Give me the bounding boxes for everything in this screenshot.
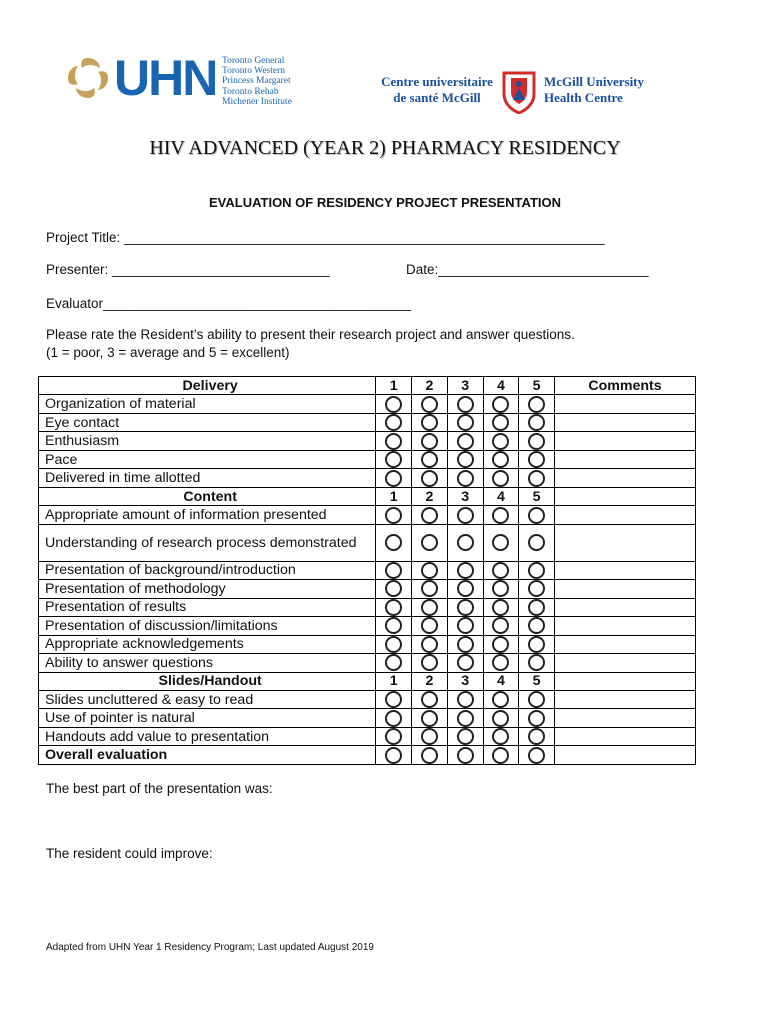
- comment-cell[interactable]: [554, 413, 695, 431]
- criterion-row: [39, 654, 696, 672]
- rating-radio-1[interactable]: [385, 617, 402, 634]
- rating-radio-3[interactable]: [457, 710, 474, 727]
- muhc-french-name: [378, 74, 496, 106]
- comment-cell[interactable]: [554, 598, 695, 616]
- improve-prompt: The resident could improve:: [46, 846, 213, 861]
- rating-radio-1[interactable]: [385, 728, 402, 745]
- scale-label: 1: [376, 487, 412, 505]
- rating-radio-1[interactable]: [385, 747, 402, 764]
- form-subtitle: EVALUATION OF RESIDENCY PROJECT PRESENTATION: [209, 195, 561, 210]
- rating-radio-2[interactable]: [421, 562, 438, 579]
- muhc-french-line: de santé McGill: [393, 90, 481, 105]
- comment-cell[interactable]: [554, 654, 695, 672]
- criterion-label: Presentation of methodology: [39, 580, 376, 598]
- rating-radio-4[interactable]: [492, 451, 509, 468]
- rating-radio-1[interactable]: [385, 534, 402, 551]
- instructions-line: Please rate the Resident’s ability to present their research project and answer questions.: [46, 327, 575, 342]
- scale-label: 2: [412, 377, 448, 395]
- criterion-row: [39, 524, 696, 561]
- rating-radio-4[interactable]: [492, 654, 509, 671]
- rating-radio-4[interactable]: [492, 396, 509, 413]
- scale-label: 1: [376, 672, 412, 690]
- rating-radio-2[interactable]: [421, 396, 438, 413]
- scale-label: 4: [483, 672, 519, 690]
- muhc-english-name: [544, 74, 644, 106]
- rating-radio-1[interactable]: [385, 710, 402, 727]
- rating-radio-5[interactable]: [528, 580, 545, 597]
- uhn-hospital-name: Toronto Rehab: [222, 86, 279, 97]
- rating-radio-3[interactable]: [457, 691, 474, 708]
- scale-label: 5: [519, 377, 555, 395]
- rating-radio-4[interactable]: [492, 691, 509, 708]
- evaluator-field[interactable]: Evaluator_________________________________________: [46, 296, 411, 311]
- rating-radio-5[interactable]: [528, 534, 545, 551]
- uhn-hospital-name: Toronto Western: [222, 66, 286, 77]
- rating-radio-1[interactable]: [385, 654, 402, 671]
- section-header-row: [39, 377, 696, 395]
- criterion-row: [39, 709, 696, 727]
- criterion-label: Eye contact: [39, 413, 376, 431]
- comment-cell[interactable]: [554, 487, 695, 505]
- criterion-row: [39, 561, 696, 579]
- rating-radio-3[interactable]: [457, 396, 474, 413]
- criterion-row: [39, 617, 696, 635]
- rating-radio-2[interactable]: [421, 414, 438, 431]
- uhn-logo: [66, 50, 296, 110]
- comment-cell[interactable]: [554, 580, 695, 598]
- rating-radio-3[interactable]: [457, 617, 474, 634]
- criterion-row: [39, 450, 696, 468]
- rating-radio-2[interactable]: [421, 433, 438, 450]
- uhn-hospital-list: [222, 56, 292, 107]
- section-title-slides: Slides/Handout: [39, 672, 376, 690]
- uhn-emblem-icon: [66, 56, 110, 100]
- scale-label: 2: [412, 672, 448, 690]
- criterion-row: [39, 580, 696, 598]
- muhc-english-line: McGill University: [544, 74, 645, 89]
- comments-header: Comments: [554, 377, 695, 395]
- rating-radio-3[interactable]: [457, 414, 474, 431]
- criterion-label: Ability to answer questions: [39, 654, 376, 672]
- best-part-prompt: The best part of the presentation was:: [46, 781, 273, 796]
- scale-label: 5: [519, 672, 555, 690]
- rating-radio-5[interactable]: [528, 470, 545, 487]
- criterion-row: [39, 506, 696, 524]
- rating-radio-4[interactable]: [492, 636, 509, 653]
- rating-radio-1[interactable]: [385, 396, 402, 413]
- document-title: HIV ADVANCED (YEAR 2) PHARMACY RESIDENCY: [149, 137, 621, 159]
- rating-radio-1[interactable]: [385, 451, 402, 468]
- date-field[interactable]: Date:____________________________: [406, 262, 649, 277]
- uhn-wordmark: UHN: [114, 50, 217, 106]
- rating-radio-1[interactable]: [385, 414, 402, 431]
- rating-radio-5[interactable]: [528, 433, 545, 450]
- rating-radio-2[interactable]: [421, 728, 438, 745]
- rating-radio-1[interactable]: [385, 562, 402, 579]
- criterion-row: [39, 635, 696, 653]
- section-title-content: Content: [39, 487, 376, 505]
- section-title-delivery: Delivery: [39, 377, 376, 395]
- rating-radio-3[interactable]: [457, 747, 474, 764]
- comment-cell[interactable]: [554, 690, 695, 708]
- comment-cell[interactable]: [554, 672, 695, 690]
- rating-radio-5[interactable]: [528, 747, 545, 764]
- muhc-logo: [378, 70, 658, 116]
- comment-cell[interactable]: [554, 450, 695, 468]
- rating-radio-3[interactable]: [457, 534, 474, 551]
- rating-radio-2[interactable]: [421, 580, 438, 597]
- comment-cell[interactable]: [554, 506, 695, 524]
- rating-radio-3[interactable]: [457, 507, 474, 524]
- rating-radio-2[interactable]: [421, 599, 438, 616]
- rating-radio-1[interactable]: [385, 470, 402, 487]
- rating-radio-2[interactable]: [421, 470, 438, 487]
- rating-radio-4[interactable]: [492, 599, 509, 616]
- presenter-field[interactable]: Presenter: _____________________________: [46, 262, 330, 277]
- criterion-label: Delivered in time allotted: [39, 469, 376, 487]
- rating-radio-4[interactable]: [492, 580, 509, 597]
- rating-table: [38, 376, 696, 765]
- rating-radio-2[interactable]: [421, 617, 438, 634]
- scale-label: 4: [483, 487, 519, 505]
- rating-radio-2[interactable]: [421, 507, 438, 524]
- comment-cell[interactable]: [554, 727, 695, 745]
- criterion-label: Handouts add value to presentation: [39, 727, 376, 745]
- rating-radio-1[interactable]: [385, 433, 402, 450]
- rating-radio-2[interactable]: [421, 534, 438, 551]
- rating-radio-2[interactable]: [421, 710, 438, 727]
- rating-radio-5[interactable]: [528, 562, 545, 579]
- rating-radio-2[interactable]: [421, 451, 438, 468]
- comment-cell[interactable]: [554, 561, 695, 579]
- rating-radio-3[interactable]: [457, 562, 474, 579]
- criterion-label: Presentation of background/introduction: [39, 561, 376, 579]
- rating-radio-5[interactable]: [528, 599, 545, 616]
- scale-label: 4: [483, 377, 519, 395]
- section-header-row: [39, 672, 696, 690]
- scale-label: 3: [447, 672, 483, 690]
- rating-scale-note: (1 = poor, 3 = average and 5 = excellent): [46, 345, 290, 360]
- rating-radio-4[interactable]: [492, 433, 509, 450]
- rating-radio-2[interactable]: [421, 747, 438, 764]
- rating-radio-5[interactable]: [528, 617, 545, 634]
- rating-radio-1[interactable]: [385, 691, 402, 708]
- scale-label: 3: [447, 377, 483, 395]
- uhn-hospital-name: Michener Institute: [222, 96, 292, 107]
- rating-radio-2[interactable]: [421, 636, 438, 653]
- criterion-row: [39, 432, 696, 450]
- overall-evaluation-label: Overall evaluation: [39, 746, 376, 764]
- comment-cell[interactable]: [554, 395, 695, 413]
- rating-radio-4[interactable]: [492, 507, 509, 524]
- rating-radio-5[interactable]: [528, 710, 545, 727]
- criterion-label: Presentation of discussion/limitations: [39, 617, 376, 635]
- muhc-shield-icon: [502, 70, 536, 114]
- rating-radio-4[interactable]: [492, 414, 509, 431]
- rating-radio-5[interactable]: [528, 728, 545, 745]
- rating-radio-4[interactable]: [492, 562, 509, 579]
- criterion-row: [39, 727, 696, 745]
- scale-label: 3: [447, 487, 483, 505]
- comment-cell[interactable]: [554, 432, 695, 450]
- project-title-field[interactable]: Project Title: ________________________________________________________________: [46, 230, 605, 245]
- criterion-label: Use of pointer is natural: [39, 709, 376, 727]
- scale-label: 5: [519, 487, 555, 505]
- muhc-french-line: Centre universitaire: [381, 74, 493, 89]
- uhn-hospital-name: Princess Margaret: [222, 76, 291, 87]
- rating-radio-3[interactable]: [457, 636, 474, 653]
- rating-radio-3[interactable]: [457, 470, 474, 487]
- section-header-row: [39, 487, 696, 505]
- rating-radio-3[interactable]: [457, 433, 474, 450]
- criterion-label: Appropriate acknowledgements: [39, 635, 376, 653]
- rating-radio-4[interactable]: [492, 728, 509, 745]
- comment-cell[interactable]: [554, 709, 695, 727]
- criterion-row: [39, 746, 696, 764]
- rating-radio-5[interactable]: [528, 691, 545, 708]
- rating-radio-5[interactable]: [528, 507, 545, 524]
- criterion-label: Slides uncluttered & easy to read: [39, 690, 376, 708]
- comment-cell[interactable]: [554, 635, 695, 653]
- comment-cell[interactable]: [554, 469, 695, 487]
- criterion-label: Enthusiasm: [39, 432, 376, 450]
- scale-label: 2: [412, 487, 448, 505]
- criterion-label: Organization of material: [39, 395, 376, 413]
- rating-radio-1[interactable]: [385, 599, 402, 616]
- criterion-label: Appropriate amount of information presented: [39, 506, 376, 524]
- rating-radio-5[interactable]: [528, 414, 545, 431]
- rating-radio-4[interactable]: [492, 617, 509, 634]
- rating-radio-2[interactable]: [421, 654, 438, 671]
- rating-radio-3[interactable]: [457, 580, 474, 597]
- criterion-row: [39, 469, 696, 487]
- criterion-row: [39, 413, 696, 431]
- rating-radio-5[interactable]: [528, 636, 545, 653]
- criterion-label: Understanding of research process demonstrated: [39, 524, 376, 561]
- rating-radio-4[interactable]: [492, 470, 509, 487]
- rating-radio-1[interactable]: [385, 636, 402, 653]
- rating-radio-2[interactable]: [421, 691, 438, 708]
- comment-cell[interactable]: [554, 746, 695, 764]
- rating-radio-4[interactable]: [492, 747, 509, 764]
- rating-radio-3[interactable]: [457, 654, 474, 671]
- rating-radio-1[interactable]: [385, 580, 402, 597]
- muhc-english-line: Health Centre: [544, 90, 623, 105]
- rating-radio-5[interactable]: [528, 654, 545, 671]
- comment-cell[interactable]: [554, 524, 695, 561]
- rating-radio-4[interactable]: [492, 710, 509, 727]
- rating-radio-5[interactable]: [528, 396, 545, 413]
- criterion-row: [39, 690, 696, 708]
- rating-radio-3[interactable]: [457, 451, 474, 468]
- criterion-row: [39, 598, 696, 616]
- scale-label: 1: [376, 377, 412, 395]
- criterion-row: [39, 395, 696, 413]
- criterion-label: Presentation of results: [39, 598, 376, 616]
- comment-cell[interactable]: [554, 617, 695, 635]
- rating-radio-4[interactable]: [492, 534, 509, 551]
- rating-radio-1[interactable]: [385, 507, 402, 524]
- footer-note: Adapted from UHN Year 1 Residency Program; Last updated August 2019: [46, 942, 374, 953]
- uhn-hospital-name: Toronto General: [222, 56, 285, 66]
- rating-radio-3[interactable]: [457, 728, 474, 745]
- criterion-label: Pace: [39, 450, 376, 468]
- rating-radio-3[interactable]: [457, 599, 474, 616]
- rating-radio-5[interactable]: [528, 451, 545, 468]
